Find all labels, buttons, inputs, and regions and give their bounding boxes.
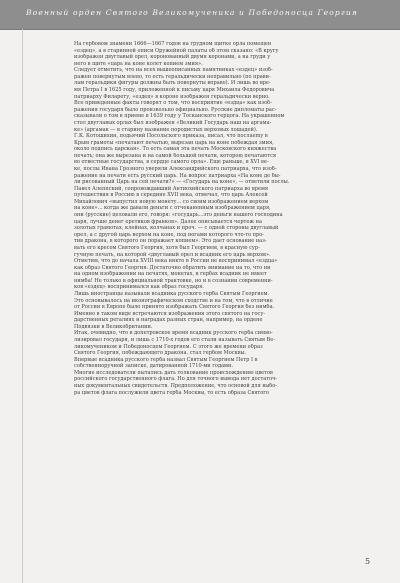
text-line: изображен двуглавый орел, коронованный двумя коронами, а на груди у — [74, 54, 271, 61]
text-line: ков «ездец» воспринимался как образ государя. — [74, 284, 204, 291]
text-line: ке» (аргамак — в старину название породистых верховых лошадей). — [74, 126, 258, 133]
text-line: ра цветов флага послужили цвета герба Москвы, то есть образа Святого — [74, 389, 269, 396]
text-line: ных документальных свидетельств. Предположение, что основой для выбо- — [74, 383, 278, 390]
text-line: собственноручной записке, датированной 1710-ми годами. — [74, 363, 233, 370]
text-line: Павел Алеппский, сопровождавший Антиохийского патриарха во время — [74, 185, 269, 192]
text-line: Следует отметить, что на всех вышеописанных памятниках «ездец» изоб- — [74, 67, 273, 74]
text-line: него в щите «царь на коне колет копием змия». — [74, 60, 203, 67]
text-line: ке, послы Ивана Грозного уверяли Александрийского патриарха, что изоб- — [74, 165, 277, 172]
text-line: ражен повернутым влево, то есть геральдически неправильно (по прави- — [74, 73, 271, 80]
text-line: ражения государя было произвольно официально. Русские дипломаты рас- — [74, 106, 277, 113]
text-line: Михайлович «выпустил новую монету... со своим изображением верхом — [74, 198, 269, 205]
text-line: стол двуглавых орлах был изображен «Великий Государь наш на аргама- — [74, 119, 272, 126]
text-line: ликомучеником и Победоносцем Георгием. С этого же времени образ — [74, 343, 263, 350]
text-line: орел, а с другой царь верхом на коне, под ногами которого что-то про- — [74, 231, 265, 238]
body-text — [74, 41, 342, 396]
text-line: Итак, очевидно, что в допетровское время всадник русского герба симво- — [74, 330, 273, 337]
text-line: от России в Европе было принято изображать Святого Георгия без нимба. — [74, 304, 275, 311]
text-line: «ездец», а в старинной описи Оружейной палаты об этом сказано: «В кругу — [74, 47, 279, 54]
text-line: лам геральдики фигуры должны быть повернуты вправо). И лишь во вре- — [74, 80, 271, 87]
running-header — [0, 0, 400, 30]
text-line: сказывали о том в приеме в 1639 году у Тосканского герцога. На украшенном — [74, 113, 285, 120]
page-number: 5 — [365, 557, 371, 566]
text-line: во отвестные государства, в сердце самого орла». Еще раньше, в XVI ве- — [74, 159, 269, 166]
text-line: около подпись царская». То есть самая эта печать Московского княжества — [74, 146, 277, 153]
text-line: Многие исследователи пытались дать толкование происхождению цветов — [74, 369, 273, 376]
text-line: Лишь иностранцы называли всадника русского герба Святым Георгием. — [74, 290, 270, 297]
text-line: патриарху Филарету, «ездец» в короне изображен геральдически верно. — [74, 93, 270, 100]
text-line: на коне»... когда же давали деньги с отчеканенным изображением царя, — [74, 205, 271, 212]
text-line: Именно в таком виде встречаются изображения этого святого на госу- — [74, 310, 266, 317]
text-line: мя Петра I в 1625 году, приложенной к письму царя Михаила Федоровича — [74, 87, 275, 94]
text-line: на одном изображении на печатях, монетах, в гербах всадник не имеет — [74, 271, 267, 278]
margin-rule — [22, 29, 23, 583]
text-line: дарственных регалиях и наградах разных стран, например, на ордене — [74, 317, 263, 324]
text-line: ражение на печати есть русский царь. На вопрос патриарха «На коне де бы- — [74, 172, 281, 179]
text-line: лизировал государя, и лишь с 1710-х годов его стали называть Святым Ве- — [74, 337, 275, 344]
text-line: печать; она же вырезана и на самой большой печати, которою печатаются — [74, 152, 277, 159]
text-line: Крым грамоты «печатают печатью, вырезан царь на коне побеждая змия, — [74, 139, 274, 146]
text-line: нимба! Не только в официальной трактовке, но и в сознании современни- — [74, 277, 273, 284]
running-header-title: Военный орден Святого Великомученика и Победоносца Георгия — [26, 8, 358, 17]
text-line: царя, лучше денег еретиков франков». Далее описывается чертеж на — [74, 218, 262, 225]
text-line: путешествия в Россию в середине XVII века, отмечал, что царь Алексей — [74, 192, 268, 199]
text-line: Г.К. Котошихин, подьячий Посольского приказа, писал, что послаemy в — [74, 133, 268, 140]
text-line: гучную печать, на которой «двуглавый орел и всадник его царь верхом». — [74, 251, 271, 258]
text-line: золотых грамотах, клейнах, колчанах и проч. — с одной стороны двуглавый — [74, 225, 279, 232]
text-line: тив дракона, в которого он поражает копием». Это дает основание наз- — [74, 238, 267, 245]
text-line: российского государственного флага. Но для точного вывода нет достаточ- — [74, 376, 278, 383]
text-line: На гербовом знамени 1666—1667 годов на грудном щитке орла помещен — [74, 41, 272, 47]
text-line: как образ Святого Георгия. Достаточно обратить внимание на то, что ни — [74, 264, 271, 271]
text-line: Подвязки в Великобритании. — [74, 323, 153, 330]
text-line: ли рисованный Царь на сей печати?» — «Государь на коне», — ответили послы. — [74, 179, 290, 186]
text-line: Все приведенные факты говорят о том, что восприятие «ездца» как изоб- — [74, 100, 272, 107]
text-line: Впервые всадника русского герба назвал Святым Георгием Петр I в — [74, 356, 258, 363]
text-line: вать его кресом Святого Георгия, хотя был Георгием, в красную сур- — [74, 244, 260, 251]
text-line: они (русские) целовали его, говоря: «государь...это деньги нашего господина — [74, 212, 283, 219]
text-line: Отметим, что до начала XVIII века никто в России не воспринимал «ездца» — [74, 258, 278, 265]
text-line: Святого Георгия, побеждающего дракона, стал гербом Москвы. — [74, 350, 247, 357]
text-line: Это основывалось на иконографическом сходстве и на том, что в отличие — [74, 297, 273, 304]
